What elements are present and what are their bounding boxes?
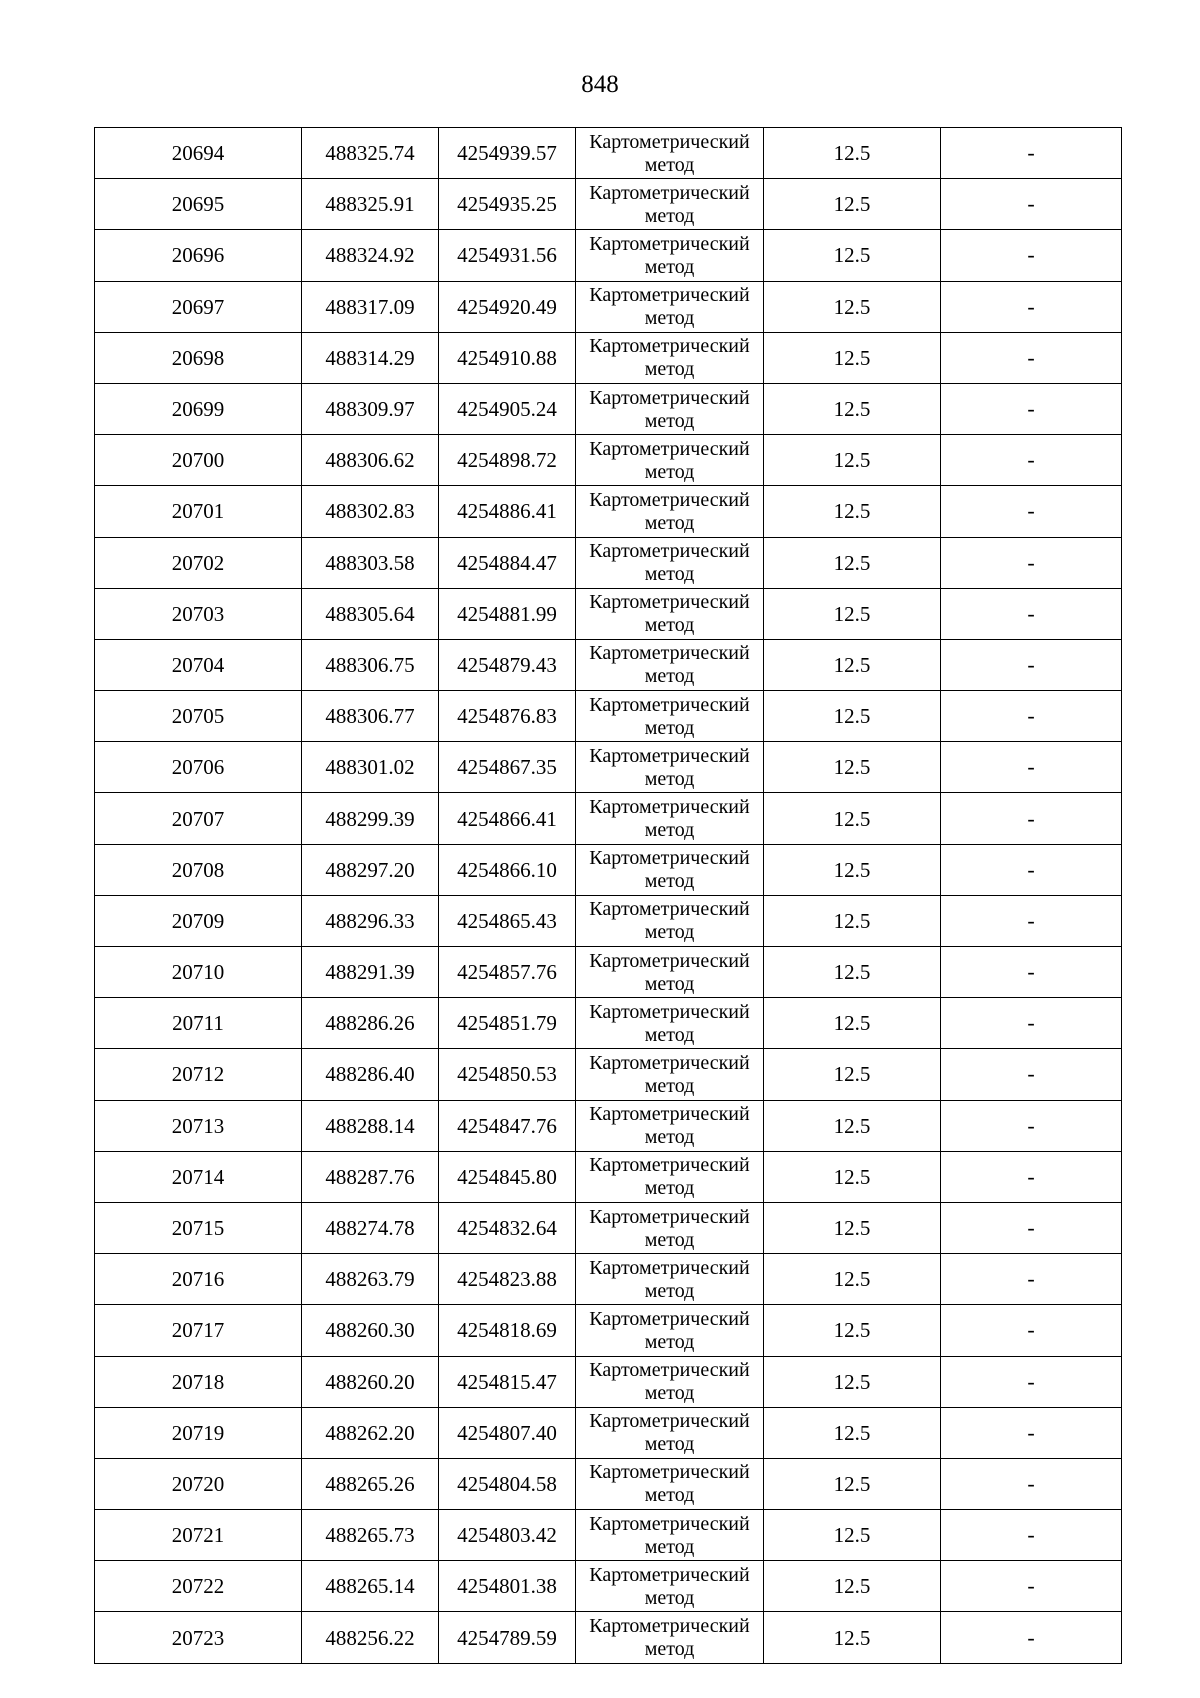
method-cell: Картометрический метод	[576, 128, 764, 179]
method-cell: Картометрический метод	[576, 844, 764, 895]
accuracy-cell: 12.5	[764, 1100, 941, 1151]
note-cell: -	[941, 1561, 1122, 1612]
point-number-cell: 20701	[95, 486, 302, 537]
table-row	[95, 1458, 1122, 1509]
x-coordinate-cell: 488263.79	[302, 1254, 439, 1305]
point-number-cell: 20712	[95, 1049, 302, 1100]
note-cell: -	[941, 128, 1122, 179]
y-coordinate-cell: 4254803.42	[439, 1510, 576, 1561]
method-cell: Картометрический метод	[576, 486, 764, 537]
note-cell: -	[941, 1458, 1122, 1509]
x-coordinate-cell: 488274.78	[302, 1202, 439, 1253]
point-number-cell: 20698	[95, 332, 302, 383]
y-coordinate-cell: 4254847.76	[439, 1100, 576, 1151]
table-row	[95, 1305, 1122, 1356]
method-cell: Картометрический метод	[576, 1151, 764, 1202]
table-row	[95, 1612, 1122, 1663]
note-cell: -	[941, 1100, 1122, 1151]
accuracy-cell: 12.5	[764, 1356, 941, 1407]
method-cell: Картометрический метод	[576, 998, 764, 1049]
y-coordinate-cell: 4254905.24	[439, 383, 576, 434]
note-cell: -	[941, 435, 1122, 486]
y-coordinate-cell: 4254920.49	[439, 281, 576, 332]
point-number-cell: 20714	[95, 1151, 302, 1202]
y-coordinate-cell: 4254815.47	[439, 1356, 576, 1407]
x-coordinate-cell: 488265.26	[302, 1458, 439, 1509]
accuracy-cell: 12.5	[764, 844, 941, 895]
note-cell: -	[941, 1407, 1122, 1458]
accuracy-cell: 12.5	[764, 1561, 941, 1612]
method-cell: Картометрический метод	[576, 332, 764, 383]
method-cell: Картометрический метод	[576, 588, 764, 639]
x-coordinate-cell: 488286.26	[302, 998, 439, 1049]
x-coordinate-cell: 488325.91	[302, 179, 439, 230]
table-row	[95, 281, 1122, 332]
point-number-cell: 20718	[95, 1356, 302, 1407]
note-cell: -	[941, 1202, 1122, 1253]
point-number-cell: 20699	[95, 383, 302, 434]
x-coordinate-cell: 488260.20	[302, 1356, 439, 1407]
x-coordinate-cell: 488305.64	[302, 588, 439, 639]
note-cell: -	[941, 281, 1122, 332]
y-coordinate-cell: 4254867.35	[439, 742, 576, 793]
method-cell: Картометрический метод	[576, 383, 764, 434]
x-coordinate-cell: 488303.58	[302, 537, 439, 588]
point-number-cell: 20696	[95, 230, 302, 281]
table-row	[95, 435, 1122, 486]
y-coordinate-cell: 4254832.64	[439, 1202, 576, 1253]
note-cell: -	[941, 742, 1122, 793]
point-number-cell: 20710	[95, 947, 302, 998]
note-cell: -	[941, 230, 1122, 281]
table-row	[95, 793, 1122, 844]
method-cell: Картометрический метод	[576, 1612, 764, 1663]
point-number-cell: 20722	[95, 1561, 302, 1612]
point-number-cell: 20709	[95, 895, 302, 946]
table-row	[95, 1510, 1122, 1561]
method-cell: Картометрический метод	[576, 1561, 764, 1612]
method-cell: Картометрический метод	[576, 1356, 764, 1407]
accuracy-cell: 12.5	[764, 128, 941, 179]
method-cell: Картометрический метод	[576, 1305, 764, 1356]
table-row	[95, 383, 1122, 434]
y-coordinate-cell: 4254879.43	[439, 639, 576, 690]
note-cell: -	[941, 383, 1122, 434]
accuracy-cell: 12.5	[764, 1254, 941, 1305]
x-coordinate-cell: 488306.75	[302, 639, 439, 690]
point-number-cell: 20723	[95, 1612, 302, 1663]
method-cell: Картометрический метод	[576, 639, 764, 690]
accuracy-cell: 12.5	[764, 435, 941, 486]
x-coordinate-cell: 488301.02	[302, 742, 439, 793]
method-cell: Картометрический метод	[576, 1458, 764, 1509]
note-cell: -	[941, 639, 1122, 690]
y-coordinate-cell: 4254898.72	[439, 435, 576, 486]
table-row	[95, 1561, 1122, 1612]
note-cell: -	[941, 537, 1122, 588]
method-cell: Картометрический метод	[576, 1049, 764, 1100]
y-coordinate-cell: 4254884.47	[439, 537, 576, 588]
note-cell: -	[941, 1510, 1122, 1561]
x-coordinate-cell: 488256.22	[302, 1612, 439, 1663]
method-cell: Картометрический метод	[576, 793, 764, 844]
accuracy-cell: 12.5	[764, 895, 941, 946]
accuracy-cell: 12.5	[764, 486, 941, 537]
x-coordinate-cell: 488314.29	[302, 332, 439, 383]
method-cell: Картометрический метод	[576, 895, 764, 946]
table-row	[95, 691, 1122, 742]
method-cell: Картометрический метод	[576, 1407, 764, 1458]
accuracy-cell: 12.5	[764, 383, 941, 434]
y-coordinate-cell: 4254866.41	[439, 793, 576, 844]
point-number-cell: 20713	[95, 1100, 302, 1151]
method-cell: Картометрический метод	[576, 281, 764, 332]
point-number-cell: 20706	[95, 742, 302, 793]
accuracy-cell: 12.5	[764, 537, 941, 588]
table-row	[95, 1049, 1122, 1100]
accuracy-cell: 12.5	[764, 998, 941, 1049]
accuracy-cell: 12.5	[764, 1510, 941, 1561]
accuracy-cell: 12.5	[764, 691, 941, 742]
point-number-cell: 20716	[95, 1254, 302, 1305]
table-row	[95, 537, 1122, 588]
note-cell: -	[941, 1612, 1122, 1663]
x-coordinate-cell: 488309.97	[302, 383, 439, 434]
accuracy-cell: 12.5	[764, 1202, 941, 1253]
method-cell: Картометрический метод	[576, 742, 764, 793]
point-number-cell: 20721	[95, 1510, 302, 1561]
table-row	[95, 1100, 1122, 1151]
accuracy-cell: 12.5	[764, 281, 941, 332]
point-number-cell: 20694	[95, 128, 302, 179]
table-row	[95, 179, 1122, 230]
point-number-cell: 20715	[95, 1202, 302, 1253]
accuracy-cell: 12.5	[764, 1151, 941, 1202]
table-row	[95, 1202, 1122, 1253]
accuracy-cell: 12.5	[764, 1458, 941, 1509]
note-cell: -	[941, 1049, 1122, 1100]
x-coordinate-cell: 488286.40	[302, 1049, 439, 1100]
x-coordinate-cell: 488265.73	[302, 1510, 439, 1561]
note-cell: -	[941, 1356, 1122, 1407]
method-cell: Картометрический метод	[576, 947, 764, 998]
note-cell: -	[941, 947, 1122, 998]
accuracy-cell: 12.5	[764, 639, 941, 690]
note-cell: -	[941, 486, 1122, 537]
x-coordinate-cell: 488325.74	[302, 128, 439, 179]
x-coordinate-cell: 488324.92	[302, 230, 439, 281]
point-number-cell: 20707	[95, 793, 302, 844]
note-cell: -	[941, 588, 1122, 639]
note-cell: -	[941, 1151, 1122, 1202]
y-coordinate-cell: 4254931.56	[439, 230, 576, 281]
point-number-cell: 20703	[95, 588, 302, 639]
y-coordinate-cell: 4254851.79	[439, 998, 576, 1049]
page-number: 848	[581, 71, 619, 98]
accuracy-cell: 12.5	[764, 1049, 941, 1100]
point-number-cell: 20695	[95, 179, 302, 230]
table-row	[95, 742, 1122, 793]
point-number-cell: 20719	[95, 1407, 302, 1458]
accuracy-cell: 12.5	[764, 1305, 941, 1356]
y-coordinate-cell: 4254807.40	[439, 1407, 576, 1458]
table-row	[95, 1254, 1122, 1305]
table-row	[95, 1407, 1122, 1458]
accuracy-cell: 12.5	[764, 332, 941, 383]
note-cell: -	[941, 998, 1122, 1049]
accuracy-cell: 12.5	[764, 742, 941, 793]
method-cell: Картометрический метод	[576, 1254, 764, 1305]
y-coordinate-cell: 4254886.41	[439, 486, 576, 537]
table-row	[95, 844, 1122, 895]
x-coordinate-cell: 488302.83	[302, 486, 439, 537]
method-cell: Картометрический метод	[576, 179, 764, 230]
x-coordinate-cell: 488306.62	[302, 435, 439, 486]
note-cell: -	[941, 332, 1122, 383]
x-coordinate-cell: 488291.39	[302, 947, 439, 998]
x-coordinate-cell: 488265.14	[302, 1561, 439, 1612]
table-row	[95, 332, 1122, 383]
note-cell: -	[941, 1254, 1122, 1305]
accuracy-cell: 12.5	[764, 230, 941, 281]
table-body	[95, 128, 1122, 1664]
x-coordinate-cell: 488262.20	[302, 1407, 439, 1458]
y-coordinate-cell: 4254881.99	[439, 588, 576, 639]
table-row	[95, 230, 1122, 281]
accuracy-cell: 12.5	[764, 793, 941, 844]
y-coordinate-cell: 4254876.83	[439, 691, 576, 742]
y-coordinate-cell: 4254789.59	[439, 1612, 576, 1663]
x-coordinate-cell: 488306.77	[302, 691, 439, 742]
note-cell: -	[941, 1305, 1122, 1356]
y-coordinate-cell: 4254845.80	[439, 1151, 576, 1202]
table-row	[95, 1356, 1122, 1407]
x-coordinate-cell: 488287.76	[302, 1151, 439, 1202]
table-row	[95, 947, 1122, 998]
y-coordinate-cell: 4254850.53	[439, 1049, 576, 1100]
y-coordinate-cell: 4254804.58	[439, 1458, 576, 1509]
y-coordinate-cell: 4254857.76	[439, 947, 576, 998]
y-coordinate-cell: 4254823.88	[439, 1254, 576, 1305]
method-cell: Картометрический метод	[576, 1100, 764, 1151]
table-row	[95, 588, 1122, 639]
method-cell: Картометрический метод	[576, 537, 764, 588]
x-coordinate-cell: 488288.14	[302, 1100, 439, 1151]
accuracy-cell: 12.5	[764, 179, 941, 230]
point-number-cell: 20717	[95, 1305, 302, 1356]
accuracy-cell: 12.5	[764, 947, 941, 998]
point-number-cell: 20720	[95, 1458, 302, 1509]
table-row	[95, 486, 1122, 537]
y-coordinate-cell: 4254939.57	[439, 128, 576, 179]
point-number-cell: 20705	[95, 691, 302, 742]
x-coordinate-cell: 488299.39	[302, 793, 439, 844]
x-coordinate-cell: 488297.20	[302, 844, 439, 895]
point-number-cell: 20704	[95, 639, 302, 690]
method-cell: Картометрический метод	[576, 230, 764, 281]
point-number-cell: 20711	[95, 998, 302, 1049]
point-number-cell: 20697	[95, 281, 302, 332]
accuracy-cell: 12.5	[764, 588, 941, 639]
table-row	[95, 895, 1122, 946]
table-row	[95, 639, 1122, 690]
table-row	[95, 128, 1122, 179]
note-cell: -	[941, 895, 1122, 946]
y-coordinate-cell: 4254935.25	[439, 179, 576, 230]
note-cell: -	[941, 844, 1122, 895]
y-coordinate-cell: 4254818.69	[439, 1305, 576, 1356]
table-row	[95, 998, 1122, 1049]
x-coordinate-cell: 488317.09	[302, 281, 439, 332]
x-coordinate-cell: 488296.33	[302, 895, 439, 946]
accuracy-cell: 12.5	[764, 1612, 941, 1663]
method-cell: Картометрический метод	[576, 1510, 764, 1561]
note-cell: -	[941, 793, 1122, 844]
y-coordinate-cell: 4254910.88	[439, 332, 576, 383]
x-coordinate-cell: 488260.30	[302, 1305, 439, 1356]
accuracy-cell: 12.5	[764, 1407, 941, 1458]
y-coordinate-cell: 4254801.38	[439, 1561, 576, 1612]
point-number-cell: 20702	[95, 537, 302, 588]
method-cell: Картометрический метод	[576, 435, 764, 486]
y-coordinate-cell: 4254865.43	[439, 895, 576, 946]
note-cell: -	[941, 691, 1122, 742]
point-number-cell: 20708	[95, 844, 302, 895]
table-row	[95, 1151, 1122, 1202]
method-cell: Картометрический метод	[576, 1202, 764, 1253]
coordinates-table	[94, 127, 1122, 1664]
method-cell: Картометрический метод	[576, 691, 764, 742]
point-number-cell: 20700	[95, 435, 302, 486]
note-cell: -	[941, 179, 1122, 230]
y-coordinate-cell: 4254866.10	[439, 844, 576, 895]
